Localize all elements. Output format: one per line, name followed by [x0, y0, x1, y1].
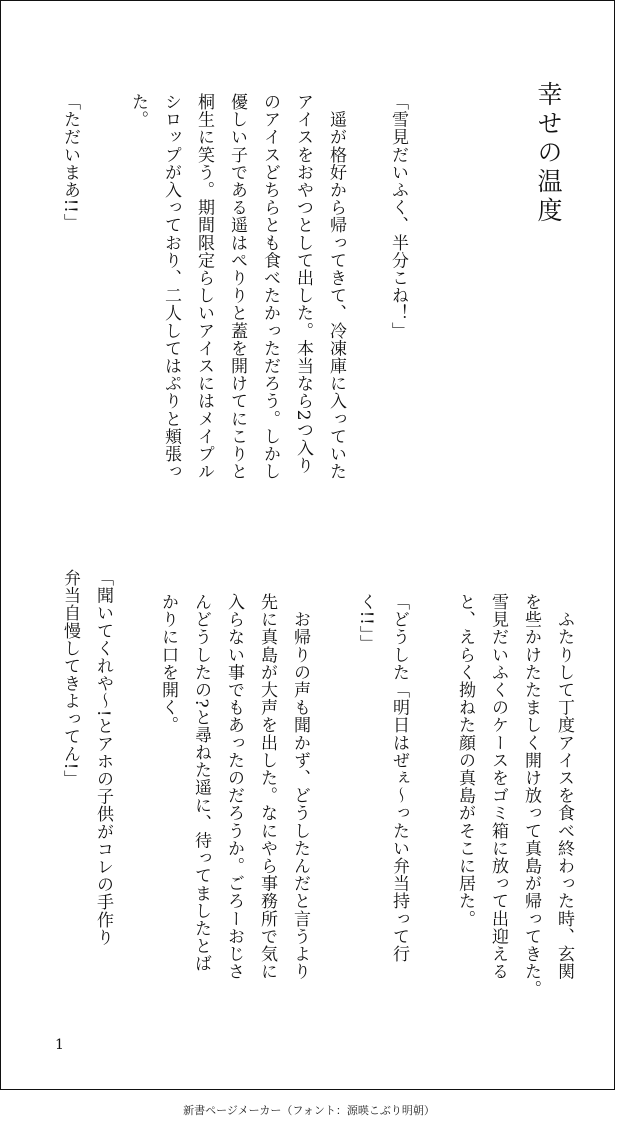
- top-dialogue-1: 「雪見だいふく、半分こね！」: [388, 93, 408, 340]
- story-title: 幸せの温度: [534, 81, 563, 226]
- bottom-dialogue: 「聞いてくれや〜!とアホの子供がコレの手作り 弁当自慢してきよってん!」: [60, 569, 113, 947]
- bottom-paragraph-1: ふたりして丁度アイスを食べ終わった時、玄関 を些かけたたましく開け放って真島が帰ってきた。 雪見だいふくのケースをゴミ箱に放って出迎える と、えらく拗ねた顔の真島がそこに居た。 「どうした「明日はぜぇ〜ったい弁当持って行 く!!」」: [356, 593, 574, 998]
- bottom-paragraph-2: お帰りの声も聞かず、どうしたんだと言うより 先に真島が大声を出した。なにやら事務所で気に 入らない事でもあったのだろうか。ごろーおじさ んどうしたの?と尋ねた遥に、待ってましたとば かりに口を開く。: [158, 593, 310, 981]
- top-dialogue-2: 「ただいまあ!!」: [60, 93, 80, 232]
- top-paragraph: 遥が格好から帰ってきて、冷凍庫に入っていた アイスをおやつとして出した。本当なら2つ入り のアイスどちらとも食べたかっただろう。しかし 優しい子である遥はぺりりと蓋を開けてにこりと 桐生に笑う。期間限定らしいアイスにはメイプル シロップが入っており、二人してはぷりと頬張っ た。: [128, 93, 346, 481]
- footer-credit: 新書ページメーカー（フォント：源暎こぶり明朝）: [183, 1104, 435, 1117]
- page-number: 1: [55, 1037, 64, 1053]
